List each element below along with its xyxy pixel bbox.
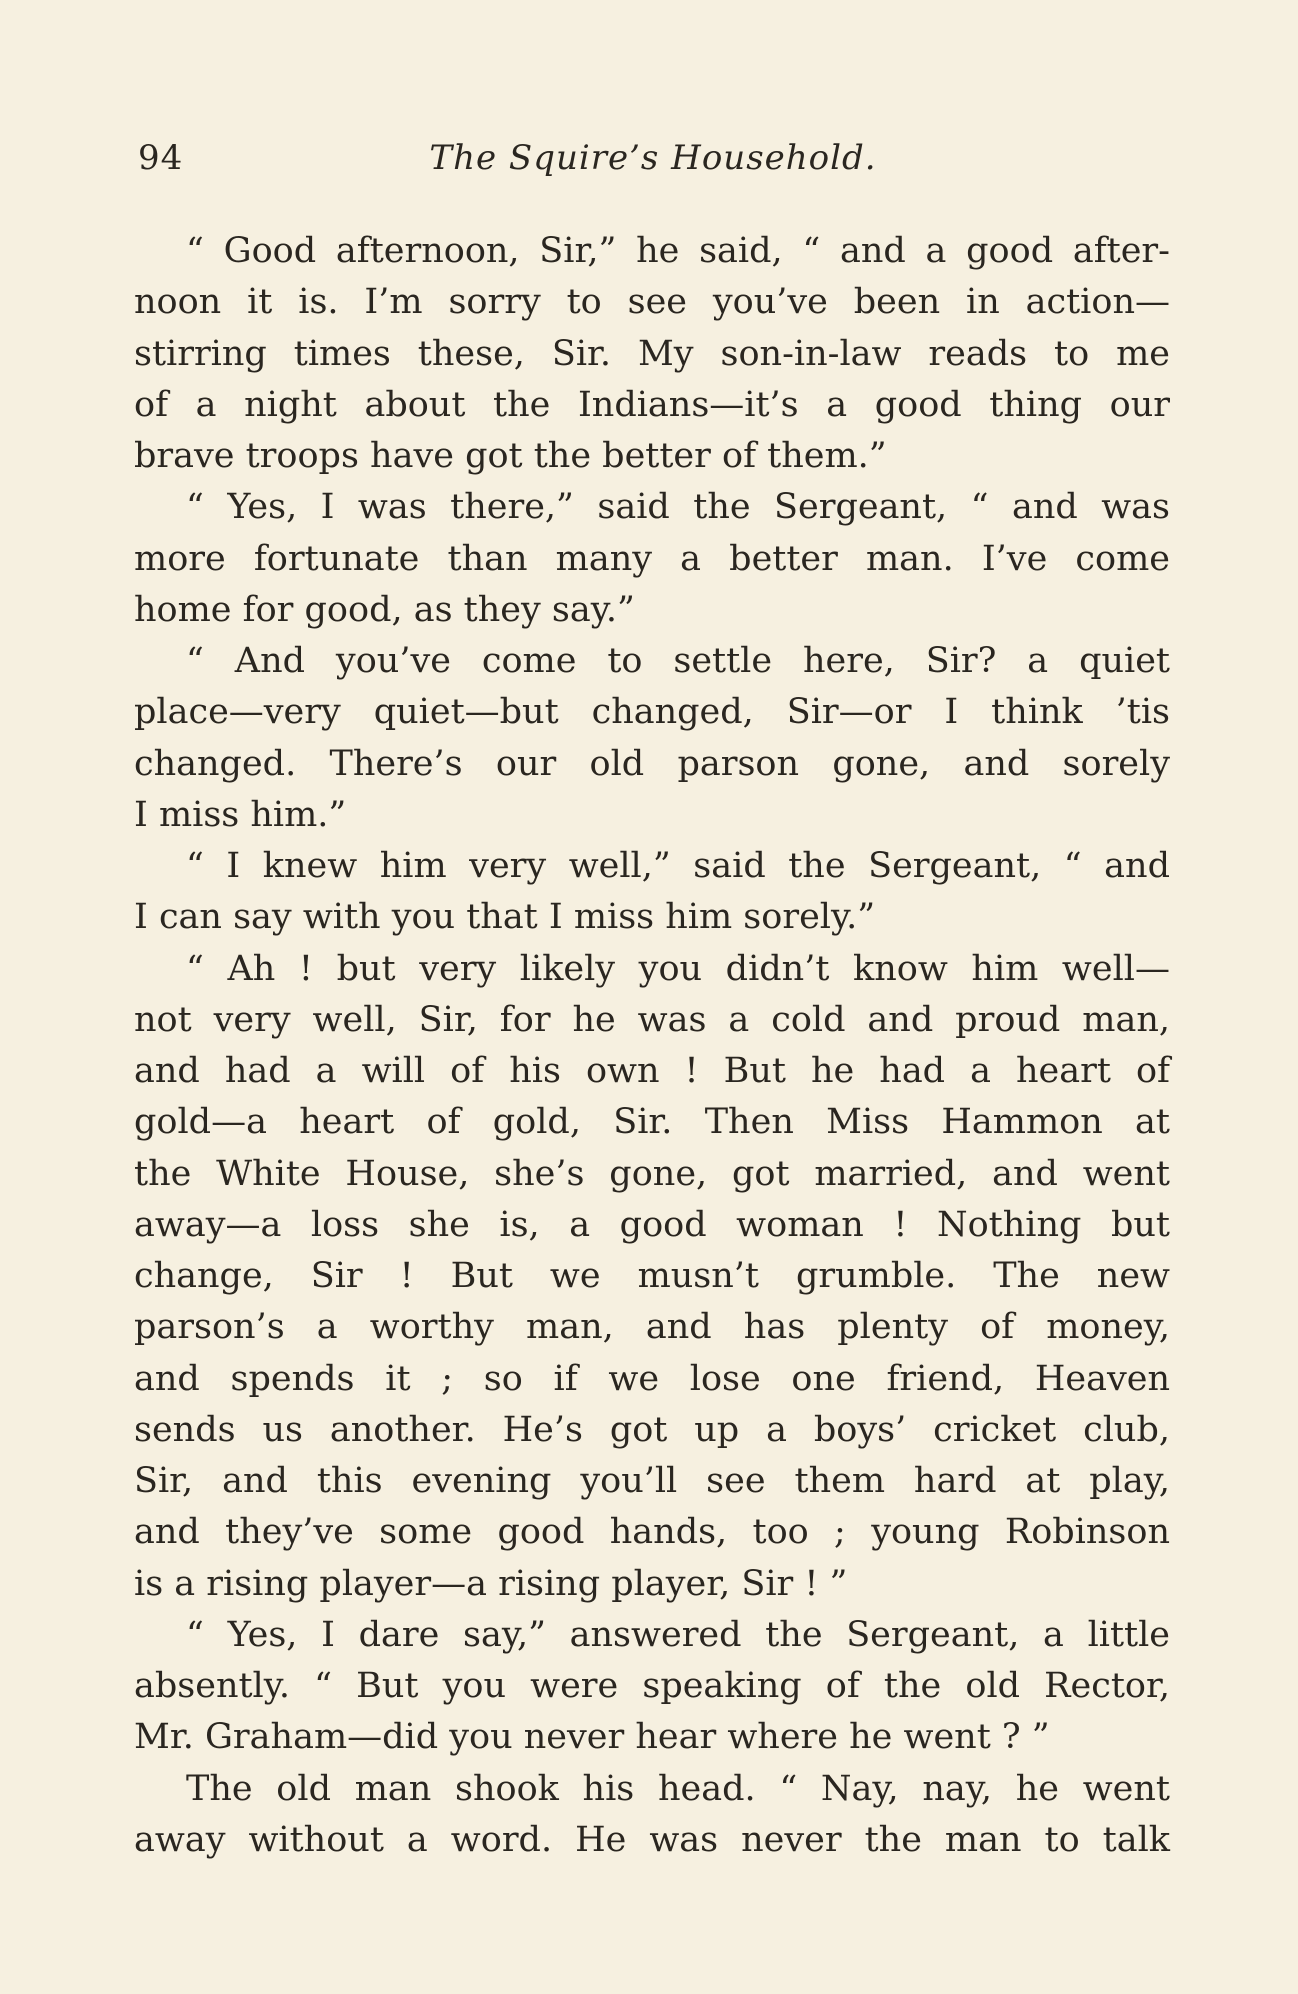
text-line: away—a loss she is, a good woman ! Nothing but bbox=[134, 1204, 1170, 1245]
text-line: brave troops have got the better of them.” bbox=[134, 436, 887, 476]
text-line: “ I knew him very well,” said the Sergeant, “ and bbox=[186, 846, 1170, 886]
text-line: “ Yes, I was there,” said the Sergeant, “ and was bbox=[186, 487, 1170, 528]
text-line: is a rising player—a rising player, Sir ! ” bbox=[134, 1563, 848, 1604]
text-line: and spends it ; so if we lose one friend, Heaven bbox=[134, 1358, 1170, 1399]
text-line: Mr. Graham—did you never hear where he went ? ” bbox=[134, 1717, 1050, 1758]
page-header bbox=[138, 138, 1168, 186]
text-line: the White House, she’s gone, got married, and went bbox=[134, 1153, 1170, 1194]
text-line: The old man shook his head. “ Nay, nay, he went bbox=[186, 1768, 1170, 1809]
text-line: more fortunate than many a better man. I’ve come bbox=[134, 538, 1170, 579]
body-text bbox=[134, 226, 1170, 1866]
text-line: I miss him.” bbox=[134, 794, 347, 835]
text-line: noon it is. I’m sorry to see you’ve been in action— bbox=[134, 282, 1170, 323]
page-number: 94 bbox=[138, 138, 184, 178]
text-line: and they’ve some good hands, too ; young Robinson bbox=[134, 1512, 1170, 1553]
running-title: The Squire’s Household. bbox=[429, 138, 877, 178]
text-line: and had a will of his own ! But he had a heart of bbox=[134, 1051, 1170, 1091]
text-line: gold—a heart of gold, Sir. Then Miss Hammon at bbox=[134, 1102, 1170, 1143]
text-line: sends us another. He’s got up a boys’ cricket club, bbox=[134, 1409, 1170, 1450]
text-line: “ Good afternoon, Sir,” he said, “ and a good after- bbox=[186, 231, 1170, 271]
text-line: changed. There’s our old parson gone, and sorely bbox=[134, 743, 1170, 784]
text-line: stirring times these, Sir. My son-in-law reads to me bbox=[134, 333, 1170, 374]
text-line: of a night about the Indians—it’s a good thing our bbox=[134, 384, 1170, 425]
text-line: absently. “ But you were speaking of the old Rector, bbox=[134, 1666, 1170, 1706]
text-line: I can say with you that I miss him sorely.” bbox=[134, 897, 876, 938]
text-line: change, Sir ! But we musn’t grumble. The new bbox=[134, 1256, 1170, 1296]
text-line: Sir, and this evening you’ll see them hard at play, bbox=[134, 1461, 1170, 1501]
text-line: home for good, as they say.” bbox=[134, 589, 635, 630]
text-line: place—very quiet—but changed, Sir—or I think ’tis bbox=[134, 692, 1170, 733]
text-line: “ And you’ve come to settle here, Sir? a quiet bbox=[186, 641, 1170, 681]
text-line: away without a word. He was never the man to talk bbox=[134, 1819, 1170, 1860]
text-line: “ Yes, I dare say,” answered the Sergeant, a little bbox=[186, 1614, 1170, 1655]
text-line: parson’s a worthy man, and has plenty of money, bbox=[134, 1307, 1170, 1348]
text-line: not very well, Sir, for he was a cold and proud man, bbox=[134, 999, 1170, 1040]
text-line: “ Ah ! but very likely you didn’t know him well— bbox=[186, 948, 1170, 989]
